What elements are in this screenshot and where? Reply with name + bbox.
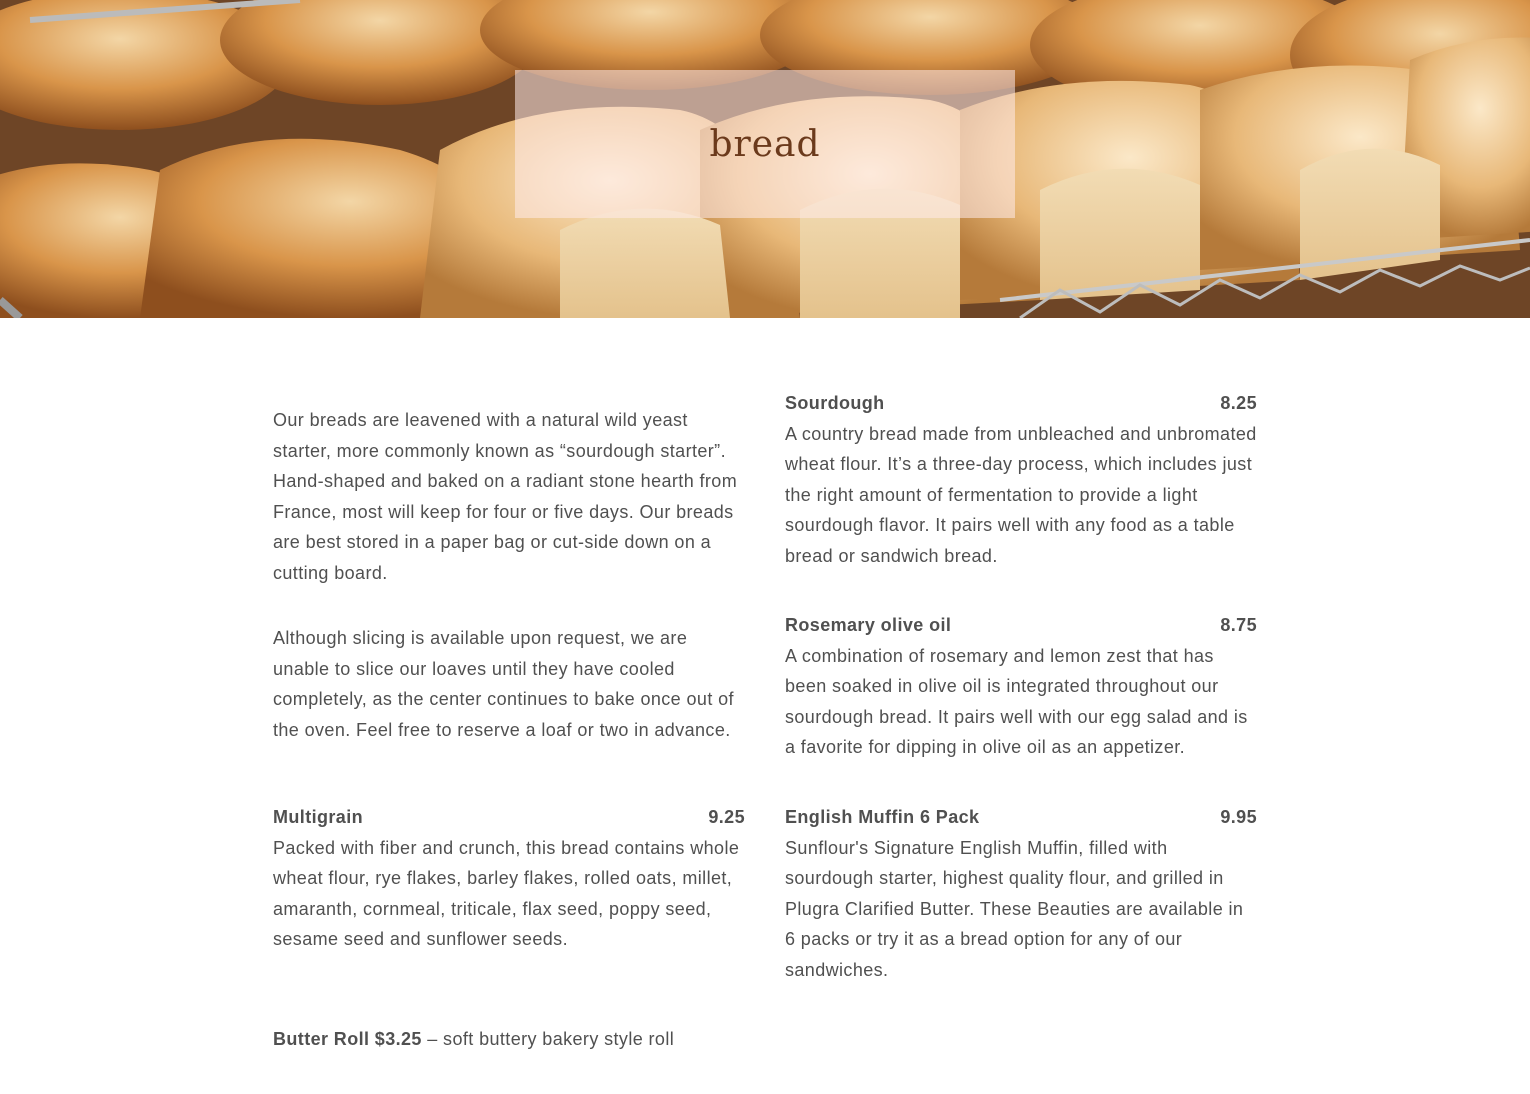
slicing-paragraph: Although slicing is available upon request, we are unable to slice our loaves until they have cooled completely, as the center continues to bake once out of the oven. Feel free to reserve a loaf or two in advance. bbox=[273, 628, 734, 740]
page-title: bread bbox=[709, 123, 821, 165]
menu-item-rosemary-olive-oil bbox=[785, 610, 1257, 763]
item-header bbox=[785, 802, 1257, 833]
butter-roll-line bbox=[273, 1024, 873, 1055]
item-price: 9.25 bbox=[708, 807, 745, 827]
item-name: Rosemary olive oil bbox=[785, 615, 952, 635]
menu-item-multigrain bbox=[273, 802, 745, 955]
item-header bbox=[785, 610, 1257, 641]
item-name: Multigrain bbox=[273, 807, 363, 827]
item-description: – soft buttery bakery style roll bbox=[421, 1029, 675, 1049]
item-name: Sourdough bbox=[785, 393, 885, 413]
item-name: English Muffin 6 Pack bbox=[785, 807, 980, 827]
item-header bbox=[785, 388, 1257, 419]
item-description: Sunflour's Signature English Muffin, filled with sourdough starter, highest quality flour, and grilled in Plugra Clarified Butter. These Beauties are available in 6 packs or try it as a bread option for any of our sandwiches. bbox=[785, 837, 1244, 980]
item-price: 9.95 bbox=[1220, 807, 1257, 827]
page-title-box bbox=[515, 70, 1015, 218]
item-name-price: Butter Roll $3.25 bbox=[273, 1029, 422, 1049]
item-price: 8.25 bbox=[1220, 393, 1257, 413]
item-description: A country bread made from unbleached and unbromated wheat flour. It’s a three-day process, which includes just the right amount of fermentation to provide a light sourdough flavor. It pairs well with any food as a table bread or sandwich bread. bbox=[785, 423, 1257, 566]
item-price: 8.75 bbox=[1220, 615, 1257, 635]
menu-content bbox=[0, 318, 1530, 1094]
menu-item-english-muffin bbox=[785, 802, 1257, 985]
slicing-note-section bbox=[273, 623, 745, 745]
menu-item-sourdough bbox=[785, 388, 1257, 571]
intro-paragraph: Our breads are leavened with a natural wild yeast starter, more commonly known as “sourdough starter”. Hand-shaped and baked on a radiant stone hearth from France, most will keep for four or five days. Our breads are best stored in a paper bag or cut-side down on a cutting board. bbox=[273, 410, 738, 583]
item-description: Packed with fiber and crunch, this bread contains whole wheat flour, rye flakes, barley flakes, rolled oats, millet, amaranth, cornmeal, triticale, flax seed, poppy seed, sesame seed and sunflower seeds. bbox=[273, 837, 740, 949]
item-header bbox=[273, 802, 745, 833]
menu-item-butter-roll bbox=[273, 1024, 873, 1055]
intro-section bbox=[273, 405, 745, 588]
item-description: A combination of rosemary and lemon zest that has been soaked in olive oil is integrated throughout our sourdough bread. It pairs well with our egg salad and is a favorite for dipping in olive oil as an appetizer. bbox=[785, 645, 1248, 757]
hero-banner bbox=[0, 0, 1530, 318]
